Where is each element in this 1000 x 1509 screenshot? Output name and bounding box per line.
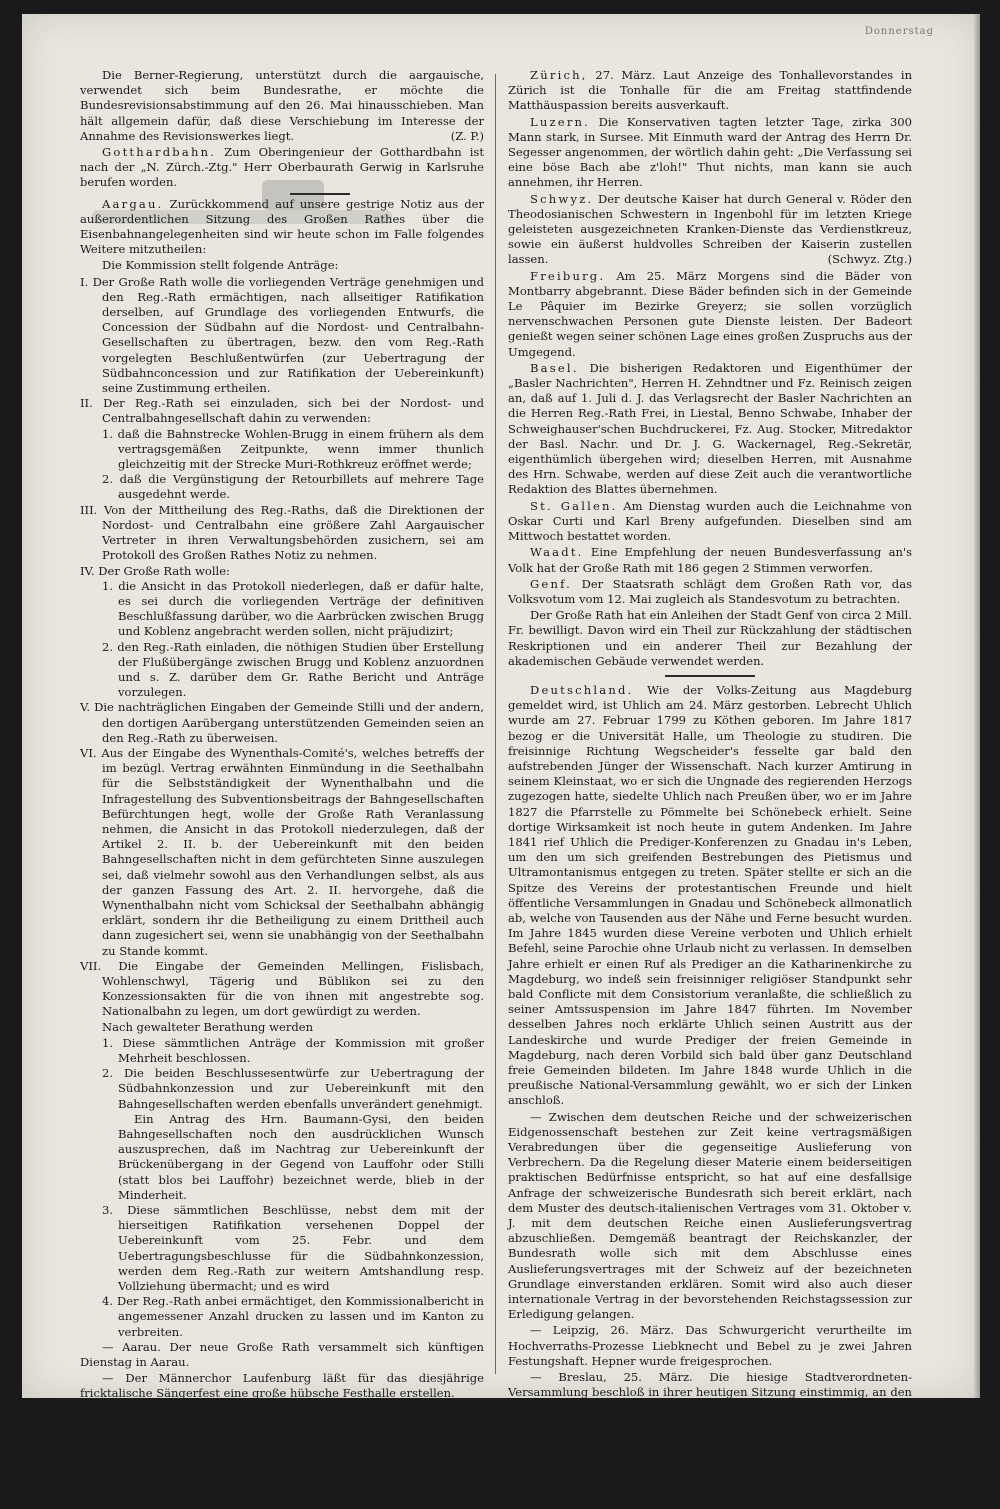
resolution-item: 1. Diese sämmtlichen Anträge der Kommission mit großer Mehrheit beschlossen. (102, 1035, 484, 1065)
place-heading: Luzern. (530, 114, 591, 129)
place-heading: Schwyz. (530, 191, 594, 206)
place-heading: Bern. (102, 1402, 145, 1417)
article-text: Zurückkommend auf unsere gestrige Notiz aus der außerordentlichen Sitzung des Großen Rathes über die Eisenbahnangelegenheiten sind wir heute schon im Falle folgendes Weitere mitzutheilen: (80, 196, 485, 257)
article-text: Die Berner-Regierung, unterstützt durch die aargauische, verwendet sich beim Bundesrathe, er möchte die Bundesrevisionsabstimmung auf den 26. Mai hinausschieben. Man hält allgemein dafür, daß diese Verschiebung im Interesse der Annahme des Revisionswerkes liegt. (80, 68, 484, 143)
resolution-note: Ein Antrag des Hrn. Baumann-Gysi, den beiden Bahngesellschaften noch den ausdrücklichen Wunsch auszusprechen, daß im Nachtrag zur Uebereinkunft der Brückenübergang in der Gegend von Lauffohr oder Stilli (statt blos bei Lauffohr) bezeichnet werde, blieb in der Minderheit. (118, 1111, 484, 1202)
article-deutschland (508, 683, 912, 1109)
article-text: Die bisherigen Redaktoren und Eigenthümer der „Basler Nachrichten", Herren H. Zehndtner und Fz. Reinisch zeigen an, daß auf 1. Juli d. J. das Verlagsrecht der Basler Nachrichten an die Herren Reg.-Rath Frei, in Liestal, Benno Schwabe, Inhaber der Schweighauser'schen Buchdruckerei, Fz. Aug. Stocker, Mitredaktor der Basl. Nachr. und Dr. J. G. Wackernagel, Reg.-Sekretär, eigenthümlich übergehen wird; dieselben Herren, mit Ausnahme des Hrn. Schwabe, werden auf diese Zeit auch die verantwortliche Redaktion des Blattes übernehmen. (508, 360, 912, 497)
article-laufenburg: — Der Männerchor Laufenburg läßt für das diesjährige fricktalische Sängerfest eine große hübsche Festhalle erstellen. (80, 1371, 484, 1401)
article-genf (508, 577, 912, 607)
article-leipzig: — Leipzig, 26. März. Das Schwurgericht verurtheilte im Hochverraths-Prozesse Liebknecht und Bebel zu je zwei Jahren Festungshaft. Hepner wurde freigesprochen. (508, 1323, 912, 1368)
article-freiburg (508, 269, 912, 360)
place-heading: Aargau. (102, 196, 164, 211)
article-text: Die Konservativen tagten letzter Tage, zirka 300 Mann stark, in Sursee. Mit Einmuth ward der Antrag des Herrn Dr. Segesser angenommen, der wörtlich dahin geht: „Die Verfassung sei eine böse Bach abe z'loh!" Thut nichts, man kann sie auch annehmen, ihr Herren. (508, 114, 913, 190)
deliberation-intro: Nach gewalteter Berathung werden (102, 1019, 314, 1034)
article-luzern (508, 115, 912, 191)
article-text: Der Staatsrath schlägt dem Großen Rath vor, das Volksvotum vom 12. Mai zugleich als Standesvotum zu betrachten. (508, 576, 913, 606)
motion-item: III. Von der Mittheilung des Reg.-Raths, daß die Direktionen der Nordost- und Centralbahn eine größere Zahl Aargauischer Vertreter in ihren Verwaltungsbehörden zusichern, sei am Protokoll des Großen Rathes Notiz zu nehmen. (80, 502, 484, 563)
resolution-item: 3. Diese sämmtlichen Beschlüsse, nebst dem mit der hierseitigen Ratifikation versehenen Doppel der Uebereinkunft vom 25. Febr. und dem Uebertragungsbeschlusse für die Südbahnkonzession, werden dem Reg.-Rath zur weitern Amtshandlung resp. Vollziehung übermacht; und es wird (102, 1203, 484, 1294)
source-signature: (Bern. Ztg.) (415, 1478, 484, 1493)
section-separator (665, 675, 755, 677)
column-divider (495, 74, 496, 1374)
separator-rule (290, 193, 350, 195)
article-text: Zum Oberingenieur der Gotthardbahn ist nach der „N. Zürch.-Ztg." Herr Oberbaurath Gerwig in Karlsruhe berufen worden. (80, 145, 484, 190)
source-signature: (Z. P.) (450, 128, 484, 143)
article-gotthard (80, 145, 484, 191)
left-column (80, 68, 484, 1494)
motion-item: V. Die nachträglichen Eingaben der Gemeinde Stilli und der andern, den dortigen Aarübergang unterstützenden Gemeinden seien an den Reg.-Rath zu überweisen. (80, 700, 484, 745)
article-waadt (508, 545, 912, 575)
place-heading: Waadt. (530, 545, 584, 560)
article-aarau: — Aarau. Der neue Große Rath versammelt sich künftigen Dienstag in Aarau. (80, 1339, 484, 1370)
place-heading: Deutschland. (530, 682, 634, 697)
motion-subitem: 1. daß die Bahnstrecke Wohlen-Brugg in einem frühern als dem vertragsgemäßen Zeitpunkte, wenn immer thunlich gleichzeitig mit der Strecke Muri-Rothkreuz eröffnet werde; (102, 426, 484, 472)
article-bern-government (80, 68, 484, 144)
article-text: Wie der Volks-Zeitung aus Magdeburg gemeldet wird, ist Uhlich am 24. März gestorben. Lebrecht Uhlich wurde am 27. Februar 1799 zu Köthen geboren. Im Jahre 1817 bezog er die Universität Halle, um Theologie zu studiren. Die freisinnige Richtung Wegscheider's fesselte gar bald den aufstrebenden Jünger der Wissenschaft. Nach kurzer Amtirung in seinem Kleinstaat, wo er sich die Ungnade des regierenden Herzogs zugezogen hatte, siedelte Uhlich nach Preußen über, wo er im Jahre 1827 die Pfarrstelle zu Pömmelte bei Schönebeck erhielt. Seine dortige Wirksamkeit ist noch heute in gutem Andenken. Im Jahre 1841 rief Uhlich die Prediger-Konferenzen zu Gnadau in's Leben, um den um sich greifenden Bestrebungen des Pietismus und Ultramontanismus entgegen zu treten. Später stellte er sich an die Spitze des Vereins der protestantischen Freunde und hielt öffentliche Versammlungen in Gnadau und Schönebeck allmonatlich ab, welche von Tausenden aus der Nähe und Ferne besucht wurden. Im Jahre 1845 wurden diese Vereine verboten und Uhlich erhielt Befehl, seine Parochie ohne Urlaub nicht zu verlassen. In demselben Jahre erhielt er einen Ruf als Prediger an die Katharinenkirche zu Magdeburg, wo indeß sein freisinniger religiöser Standpunkt sehr bald Conflicte mit dem Consistorium veranlaßte, die schließlich zu seiner Amtssuspension im Jahre 1847 führten. Im November desselben Jahres noch erklärte Uhlich seinen Austritt aus der Landeskirche und wurde Prediger der freien Gemeinde in Magdeburg, nach deren Vorbild sich bald über ganz Deutschland freie Gemeinden bildeten. Im Jahre 1848 wurde Uhlich in die preußische National-Versammlung gewählt, wo er sich der Linken anschloß. (508, 682, 913, 1108)
article-text: Eine Empfehlung der neuen Bundesverfassung an's Volk hat der Große Rath mit 186 gegen 2 Stimmen verworfen. (508, 545, 913, 575)
corner-mark: Donnerstag (864, 26, 934, 37)
motion-subitem: 2. daß die Vergünstigung der Retourbillets auf mehrere Tage ausgedehnt werde. (102, 472, 484, 502)
article-text: Am Dienstag wurden auch die Leichnahme von Oskar Curti und Karl Breny aufgefunden. Dieselben sind am Mittwoch bestattet worden. (508, 498, 912, 544)
motion-item: I. Der Große Rath wolle die vorliegenden Verträge genehmigen und den Reg.-Rath ermächtigen, nach allseitiger Ratifikation derselben, auf Grundlage des vorliegenden Entwurfs, die Concession der Südbahn auf die Nordost- und Centralbahn-Gesellschaften zu übertragen, bezw. den vom Reg.-Rath vorgelegten Beschlußentwürfen (zur Uebertragung der Südbahnconcession und zur Ratifikation der Uebereinkunft) seine Zustimmung ertheilen. (80, 274, 484, 396)
article-genf-loan: Der Große Rath hat ein Anleihen der Stadt Genf von circa 2 Mill. Fr. bewilligt. Davon wird ein Theil zur Rückzahlung der städtischen Reskriptionen und ein anderer Theil zur Bezahlung der akademischen Gebäude verwendet werden. (508, 608, 912, 668)
article-bern-suicide (80, 1402, 484, 1493)
motion-item: IV. Der Große Rath wolle: (80, 563, 230, 578)
right-column (508, 68, 912, 1509)
resolution-item: 4. Der Reg.-Rath anbei ermächtiget, den Kommissionalbericht in angemessener Anzahl drucken zu lassen und im Kanton zu verbreiten. (102, 1294, 484, 1339)
source-signature: (Schwyz. Ztg.) (827, 252, 912, 267)
article-extradition: — Zwischen dem deutschen Reiche und der schweizerischen Eidgenossenschaft bestehen zur Zeit keine vertragsmäßigen Verabredungen über die gegenseitige Auslieferung von Verbrechern. Da die Regelung dieser Materie einem beiderseitigen praktischen Bedürfnisse entspricht, so hat auf eine desfallsige Anfrage der schweizerische Bundesrath sich bereit erklärt, nach dem Muster des deutsch-italienischen Vertrages vom 31. Oktober v. J. mit dem deutschen Reiche einen Auslieferungsvertrag abzuschließen. Demgemäß beantragt der Reichskanzler, der Bundesrath wolle sich mit dem Abschlusse eines Auslieferungsvertrages mit der Schweiz auf der bezeichneten Grundlage einverstanden erklären. Somit wird also auch dieser internationale Vertrag in der bevorstehenden Reichstagssession zur Erledigung gelangen. (508, 1109, 912, 1322)
article-breslau: — Breslau, 25. März. Die hiesige Stadtverordneten-Versammlung beschloß in ihrer heutigen Sitzung einstimmig, an den Ober-Bürgermeister Hobrecht eine Adresse mit der dringenden Bitte zu richten, derselbe möge Ober-Bürgermeister der Stadt Breslau bleiben, welche seine hervorragenden Verdienste durch ihre Verträge dankbar anerkenne. (508, 1370, 912, 1461)
resolution-item: 2. Die beiden Beschlussesentwürfe zur Uebertragung der Südbahnkonzession und zur Uebereinkunft mit den Bahngesellschaften werden ebenfalls unverändert genehmigt. (102, 1066, 484, 1111)
motion-subitem: 1. die Ansicht in das Protokoll niederlegen, daß er dafür halte, es sei durch die vorliegenden Verträge der definitiven Beschlußfassung darüber, wo die Aarbrücken zwischen Brugg und Koblenz angebracht werden sollen, nicht präjudizirt; (102, 578, 484, 639)
place-heading: Basel. (530, 360, 579, 375)
article-paris: Paris, 25. März. Heute Morgen um 8 Uhr brach ein großes Feuer auf dem Boulevard Mazas, Ecke der Straße Charenton, aus. Drei Häuser brannten ab. Das Feuer war in einem Haufen Holzspäne ent- (508, 1462, 912, 1507)
place-heading: Freiburg. (530, 268, 606, 283)
page-edge-shadow (974, 14, 980, 1398)
motion-item: VI. Aus der Eingabe des Wynenthals-Comité's, welches betreffs der im bezügl. Vertrag erwähnten Einmündung in die Seethalbahn für die Selbstständigkeit der Wynenthalbahn und die Infragestellung des Subventionsbeitrags der Bahngesellschaften Befürchtungen hegt, wolle der Große Rath Veranlassung nehmen, die Ansicht in das Protokoll niederzulegen, daß der Artikel 2. II. b. der Uebereinkunft mit den beiden Bahngesellschaften nicht in dem gefürchteten Sinne auszulegen sei, daß vielmehr sowohl aus den Verhandlungen selbst, als aus der ganzen Fassung des Art. 2. II. hervorgehe, daß die Wynenthalbahn nicht vom Schicksal der Seethalbahn abhängig erklärt, sondern ihr die Betheiligung zu einem Drittheil auch dann zugesichert sei, wenn sie unabhängig von der Seethalbahn zu Stande kommt. (80, 745, 484, 958)
article-zurich (508, 68, 912, 114)
article-basel (508, 361, 912, 498)
article-text: 27. März. Laut Anzeige des Tonhallevorstandes in Zürich ist die Tonhalle für die am Freitag stattfindende Matthäuspassion bereits ausverkauft. (508, 68, 913, 113)
place-heading: Zürich, (530, 68, 588, 82)
commission-intro: Die Kommission stellt folgende Anträge: (102, 258, 339, 273)
place-heading: Gotthardbahn. (102, 145, 217, 160)
article-st-gallen (508, 499, 912, 545)
place-heading: St. Gallen. (530, 498, 618, 513)
article-text: Dienstag Mittag hat hier der an der Postgasse wohnende Christian Moni, gewesener Bäckermeister, durch einen Pistolenschuß in den Kopf seinem Leben ein Ende gemacht. Die in Folge von Trunksucht entstandene Zerrüttung seiner ökonomischen Verhältnisse sollen ihn zu dieser Verzweiflungsthat veranlaßt haben. (80, 1402, 484, 1478)
motion-item: VII. Die Eingabe der Gemeinden Mellingen, Fislisbach, Wohlenschwyl, Tägerig und Büblikon sei zu den Konzessionsakten für die von ihnen mit angestrebte sog. Nationalbahn zu legen, um dort gewürdigt zu werden. (80, 958, 484, 1019)
article-aargau (80, 197, 484, 258)
newspaper-page (22, 14, 980, 1507)
motion-subitem: 2. den Reg.-Rath einladen, die nöthigen Studien über Erstellung der Flußübergänge zwischen Brugg und Koblenz anzuordnen und s. Z. darüber dem Gr. Rathe Bericht und Anträge vorzulegen. (102, 639, 484, 700)
motion-item: II. Der Reg.-Rath sei einzuladen, sich bei der Nordost- und Centralbahngesellschaft dahin zu verwenden: (80, 396, 484, 426)
place-heading: Genf. (530, 576, 573, 591)
article-text: Der deutsche Kaiser hat durch General v. Röder den Theodosianischen Schwestern in Ingenbohl für im letzten Kriege geleisteten ausgezeichneten Kranken-Dienste das Verdienstkreuz, sowie ein äußerst huldvolles Schreiben der Kaiserin zustellen lassen. (508, 191, 912, 267)
article-text: Am 25. März Morgens sind die Bäder von Montbarry abgebrannt. Diese Bäder befinden sich in der Gemeinde Le Pâquier im Bezirke Greyerz; sie sollen vorzüglich nervenschwachen Personen gute Dienste leisten. Der Badeort genießt wegen seiner schönen Lage eines großen Zuspruchs aus der Umgegend. (508, 268, 912, 359)
article-schwyz (508, 192, 912, 268)
